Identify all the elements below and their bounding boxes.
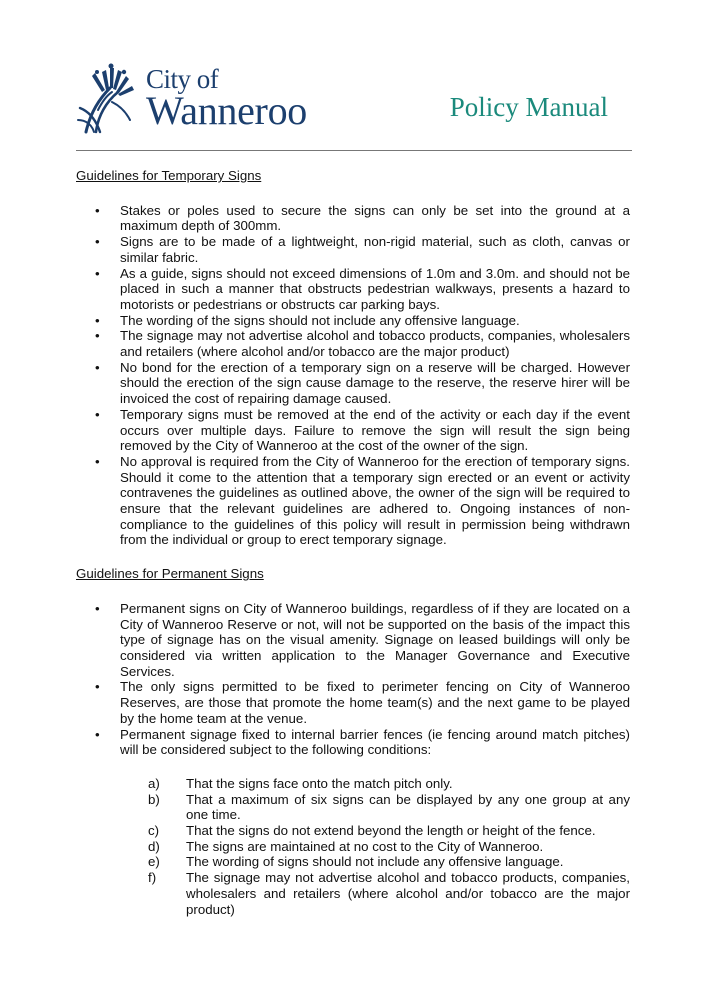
bullet-icon: • xyxy=(95,312,100,328)
temporary-signs-list xyxy=(76,203,630,548)
page-header xyxy=(0,0,706,152)
condition-item: f) The signage may not advertise alcohol and tobacco products, companies, wholesalers and retailers (where alcohol and/or tobacco are the major product) xyxy=(148,870,630,917)
condition-item: c) That the signs do not extend beyond the length or height of the fence. xyxy=(148,823,596,839)
bullet-icon: • xyxy=(95,359,100,375)
bullet-icon: • xyxy=(95,679,100,695)
list-item: • Signs are to be made of a lightweight, non-rigid material, such as cloth, canvas or similar fabric. xyxy=(95,234,630,265)
bullet-icon: • xyxy=(95,202,100,218)
permanent-signs-list xyxy=(76,601,630,758)
list-item: • The wording of the signs should not include any offensive language. xyxy=(95,312,520,328)
bullet-icon: • xyxy=(95,265,100,281)
bullet-icon: • xyxy=(95,726,100,742)
list-item: • Permanent signage fixed to internal barrier fences (ie fencing around match pitches) will be considered subject to the following conditions: xyxy=(95,726,630,758)
list-item: • The only signs permitted to be fixed to perimeter fencing on City of Wanneroo Reserves, are those that promote the home team(s) and the next game to be played by the home team at the venue. xyxy=(95,679,630,726)
document-body xyxy=(76,168,630,917)
permanent-signs-heading: Guidelines for Permanent Signs xyxy=(76,566,264,582)
list-item: • Temporary signs must be removed at the end of the activity or each day if the event occurs over multiple days. Failure to remove the sign will result the sign being removed by the City of Wanneroo at the cost of the owner of the sign. xyxy=(95,406,630,454)
list-item: • No bond for the erection of a temporary sign on a reserve will be charged. However should the erection of the sign cause damage to the reserve, the reserve hirer will be invoiced the cost of repairing damage caused. xyxy=(95,359,630,407)
condition-item: d) The signs are maintained at no cost to the City of Wanneroo. xyxy=(148,838,544,854)
list-item: • Permanent signs on City of Wanneroo buildings, regardless of if they are located on a City of Wanneroo Reserve or not, will not be supported on the basis of the impact this type of signage has on the visual amenity. Signage on leased buildings will only be considered via written application to the Manager Governance and Executive Services. xyxy=(95,600,630,679)
bullet-icon: • xyxy=(95,406,100,422)
policy-manual-title: Policy Manual xyxy=(449,92,608,122)
condition-item: a) That the signs face onto the match pitch only. xyxy=(148,775,453,791)
condition-item: b) That a maximum of six signs can be displayed by any one group at any one time. xyxy=(148,791,630,823)
condition-item: e) The wording of signs should not include any offensive language. xyxy=(148,854,564,870)
temporary-signs-heading: Guidelines for Temporary Signs xyxy=(76,168,262,183)
bullet-icon: • xyxy=(95,600,100,616)
kangaroo-paw-plant-icon xyxy=(76,62,140,134)
list-item: • The signage may not advertise alcohol and tobacco products, companies, wholesalers and retailers (where alcohol and/or tobacco are the major product) xyxy=(95,328,630,360)
bullet-icon: • xyxy=(95,328,100,344)
city-of-wanneroo-logo xyxy=(76,62,326,136)
barrier-fence-conditions-list xyxy=(76,776,630,917)
list-item: • As a guide, signs should not exceed dimensions of 1.0m and 3.0m. and should not be placed in such a manner that obstructs pedestrian walkways, presents a hazard to motorists or pedestrians or obstructs car parking bays. xyxy=(95,265,630,312)
list-item: • Stakes or poles used to secure the signs can only be set into the ground at a maximum depth of 300mm. xyxy=(95,202,630,234)
logo-text-city-of: City of xyxy=(146,64,219,94)
bullet-icon: • xyxy=(95,234,100,250)
bullet-icon: • xyxy=(95,453,100,469)
logo-text-wanneroo: Wanneroo xyxy=(146,88,307,133)
header-divider xyxy=(76,150,632,151)
list-item: • No approval is required from the City of Wanneroo for the erection of temporary signs. Should it come to the attention that a temporary sign erected or an event or activity contravenes the guidelines as outlined above, the owner of the sign will be required to ensure that the relevant guidelines are adhered to. Ongoing instances of non-compliance to the guidelines of this policy will result in permission being withdrawn from the individual or group to erect temporary signage. xyxy=(95,453,630,548)
